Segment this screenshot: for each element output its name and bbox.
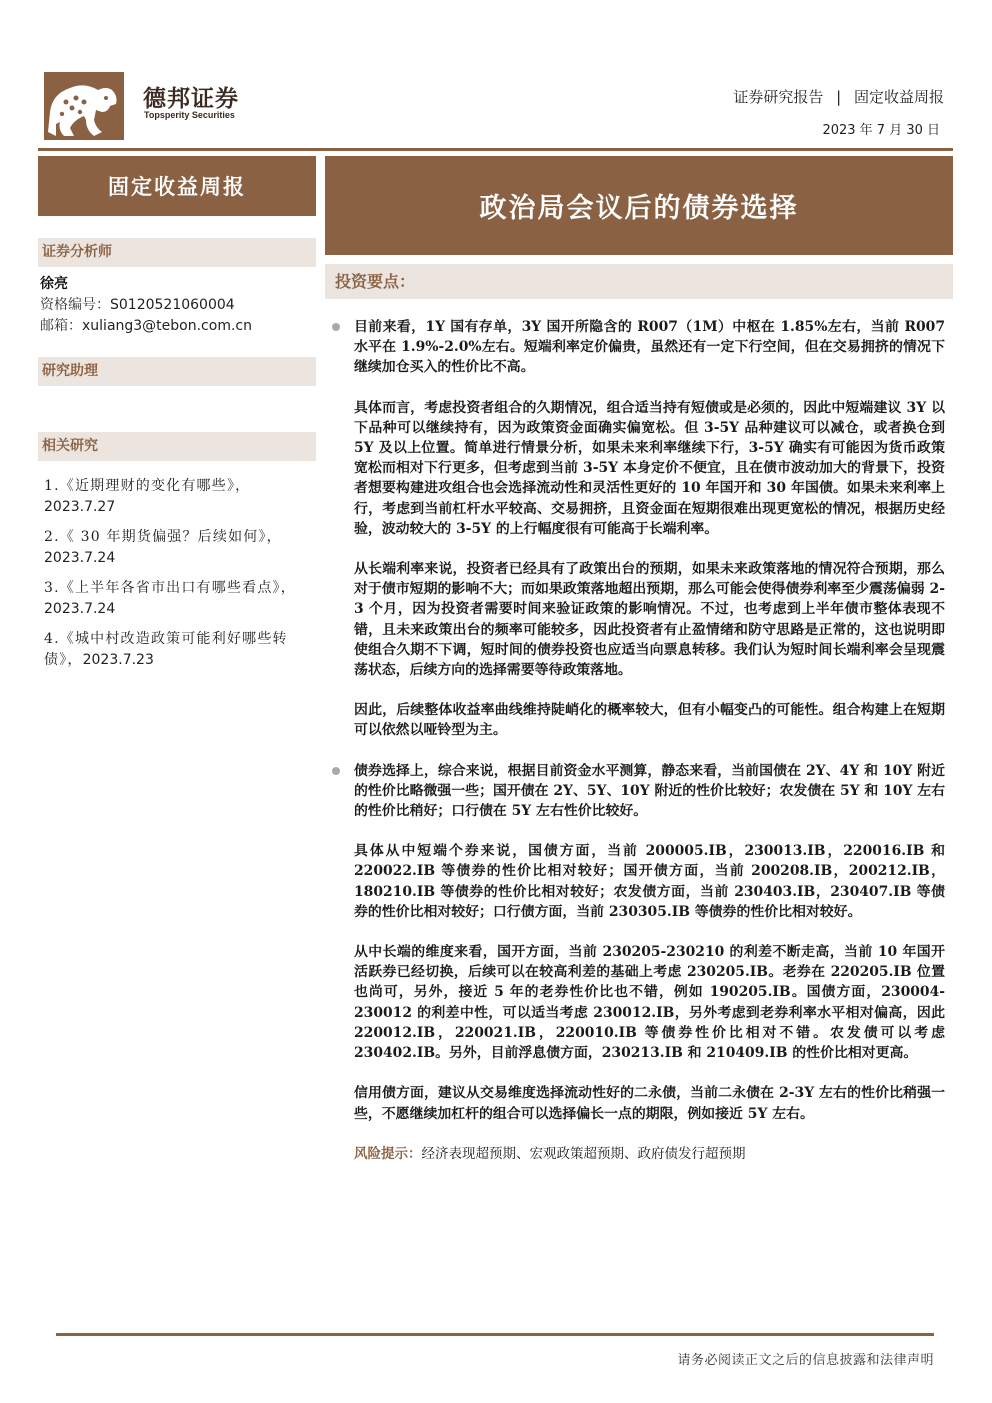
report-type: 证券研究报告 <box>733 88 824 106</box>
bullet-icon <box>332 323 340 331</box>
related-research-item[interactable]: 1.《近期理财的变化有哪些》， 2023.7.27 <box>44 478 251 515</box>
key-points-heading: 投资要点： <box>325 264 953 299</box>
key-points-body <box>330 317 945 1164</box>
email-link[interactable]: xuliang3@tebon.com.cn <box>82 318 252 334</box>
bottom-divider <box>56 1333 934 1336</box>
key-point-paragraph: 目前来看，1Y 国有存单，3Y 国开所隐含的 R007（1M）中枢在 1.85%左右，当前 R007 水平在 1.9%-2.0%左右。短端利率定价偏贵，虽然还有一定下行空间，但在交易拥挤的情况下继续加仓买入的性价比不高。 <box>330 317 945 378</box>
key-point-paragraph: 具体而言，考虑投资者组合的久期情况，组合适当持有短债或是必须的，因此中短端建议 3Y 以下品种可以继续持有，因为政策资金面确实偏宽松。但 3-5Y 品种建议可以减仓，或者换仓到 5Y 及以上位置。简单进行情景分析，如果未来利率继续下行，3-5Y 确实有可能因为货币政策宽松而相对下行更多，但考虑到当前 3-5Y 本身定价不便宜，且在债市波动加大的背景下，投资者想要构建进攻组合也会选择流动性和灵活性更好的 10 年国开和 30 年国债。如果未来利率上行，考虑到当前杠杆水平较高、交易拥挤，且资金面在短期很难出现更宽松的情况，根据历史经验，波动较大的 3-5Y 的上行幅度很有可能高于长端利率。 <box>354 399 945 537</box>
key-point-paragraph: 具体从中短端个券来说，国债方面，当前 200005.IB，230013.IB，220016.IB 和 220022.IB 等债券的性价比相对较好；国开债方面，当前 200208.IB，200212.IB，180210.IB 等债券的性价比相对较好；农发债方面，当前 230403.IB，230407.IB 等债券的性价比相对较好；口行债方面，当前 230305.IB 等债券的性价比相对较好。 <box>354 843 945 920</box>
top-divider <box>38 148 953 151</box>
analyst-email: 邮箱：xuliang3@tebon.com.cn <box>40 318 252 334</box>
report-category: 固定收益周报 <box>853 88 944 106</box>
report-type-header: 证券研究报告 | 固定收益周报 <box>733 88 944 106</box>
related-research-item[interactable]: 2.《 30 年期货偏强？后续如何》， 2023.7.24 <box>44 529 282 566</box>
related-research-item[interactable]: 4.《城中村改造政策可能利好哪些转债》，2023.7.23 <box>44 631 288 668</box>
risk-warning: 风险提示：经济表现超预期、宏观政策超预期、政府债发行超预期 <box>354 1145 746 1162</box>
report-category-banner: 固定收益周报 <box>38 156 316 216</box>
analyst-name: 徐亮 <box>40 276 68 292</box>
brand-name: 德邦证券 <box>143 86 239 112</box>
analyst-license: 资格编号：S0120521060004 <box>40 297 235 313</box>
key-point-paragraph: 债券选择上，综合来说，根据目前资金水平测算，静态来看，当前国债在 2Y、4Y 和 10Y 附近的性价比略微强一些；国开债在 2Y、5Y、10Y 附近的性价比较好；农发债在 5Y 和 10Y 左右的性价比稍好；口行债在 5Y 左右性价比较好。 <box>330 761 945 822</box>
analyst-heading: 证券分析师 <box>38 238 316 267</box>
related-research-list <box>44 476 306 680</box>
page-title: 政治局会议后的债券选择 <box>325 156 953 255</box>
key-point-paragraph: 信用债方面，建议从交易维度选择流动性好的二永债，当前二永债在 2-3Y 左右的性价比稍强一些，不愿继续加杠杆的组合可以选择偏长一点的期限，例如接近 5Y 左右。 <box>354 1085 945 1122</box>
key-point-paragraph: 从长端利率来说，投资者已经具有了政策出台的预期，如果未来政策落地的情况符合预期，那么对于债市短期的影响不大；而如果政策落地超出预期，那么可能会使得债券利率至少震荡偏弱 2-3 个月，因为投资者需要时间来验证政策的影响情况。不过，也考虑到上半年债市整体表现不错，且未来政策出台的频率可能较多，因此投资者有止盈情绪和防守思路是正常的，这也说明即使组合久期不下调，短时间的债券投资也应适当向票息转移。我们认为短时间长端利率会呈现震荡状态，后续方向的选择需要等待政策落地。 <box>354 561 945 679</box>
disclaimer-footer: 请务必阅读正文之后的信息披露和法律声明 <box>677 1353 934 1368</box>
related-research-heading: 相关研究 <box>38 432 316 461</box>
leopard-logo-icon <box>44 72 124 140</box>
key-point-paragraph: 从中长端的维度来看，国开方面，当前 230205-230210 的利差不断走高，当前 10 年国开活跃券已经切换，后续可以在较高利差的基础上考虑 230205.IB。老券在 220205.IB 位置也尚可，另外，接近 5 年的老券性价比也不错，例如 190205.IB。国债方面，230004-230012 的利差中性，可以适当考虑 230012.IB，另外考虑到老券利率水平相对偏高，因此 220012.IB，220021.IB，220010.IB 等债券性价比相对不错。农发债可以考虑 230402.IB。另外，目前浮息债方面，230213.IB 和 210409.IB 的性价比相对更高。 <box>354 944 945 1062</box>
brand-name-en: Topsperity Securities <box>144 110 235 120</box>
related-research-item[interactable]: 3.《上半年各省市出口有哪些看点》，2023.7.24 <box>44 580 296 617</box>
assistant-heading: 研究助理 <box>38 357 316 386</box>
report-date: 2023 年 7 月 30 日 <box>822 123 940 138</box>
bullet-icon <box>332 767 340 775</box>
key-point-paragraph: 因此，后续整体收益率曲线维持陡峭化的概率较大，但有小幅变凸的可能性。组合构建上在短期可以依然以哑铃型为主。 <box>354 702 945 739</box>
